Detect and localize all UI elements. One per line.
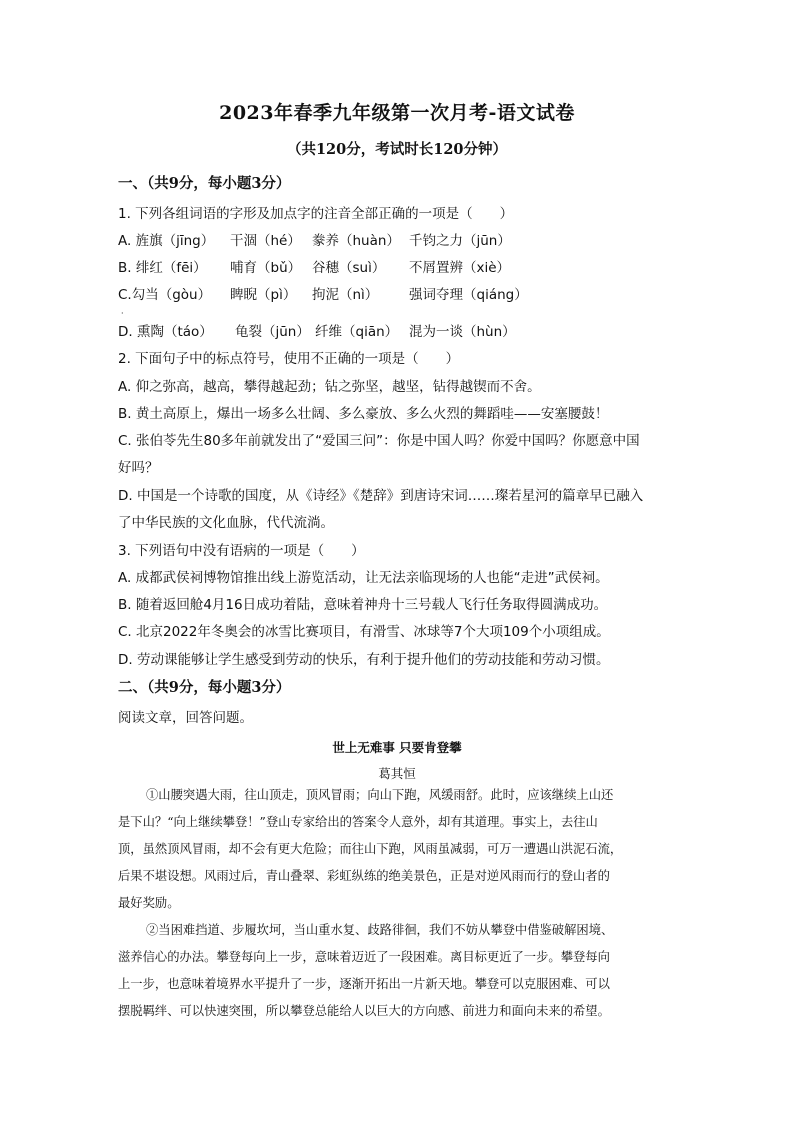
q1-a-word2: 干涸（hé） (230, 233, 301, 249)
q3-stem: 3. 下列语句中没有语病的一项是（ ） (118, 543, 365, 559)
p2-line: 上一步，也意味着境界水平提升了一步，逐渐开拓出一片新天地。攀登可以克服困难、可以 (118, 977, 610, 991)
p2-line: 滋养信心的办法。攀登每向上一步，意味着迈近了一段困难。离目标更近了一步。攀登每向 (118, 950, 610, 964)
q1-d-word3: 纤维（qiān） (315, 324, 399, 340)
q1-option-d (118, 320, 688, 340)
q1-b-word2: 哺育（bǔ） (230, 260, 302, 276)
q3-option-c: C. 北京2022年冬奥会的冰雪比赛项目，有滑雪、冰球等7个大项109个小项组成。 (118, 624, 610, 640)
exam-title: 2023年春季九年级第一次月考-语文试卷 (219, 102, 575, 124)
q1-b-word4: 不屑置辨（xiè） (409, 260, 511, 276)
passage-author: 葛其恒 (378, 766, 416, 781)
q1-c-word4: 强词夺理（qiáng） (409, 287, 528, 303)
q1-a-word1: A. 旌旗（jīng） (118, 233, 215, 249)
stray-dot-mark: · (121, 309, 124, 318)
q1-a-word3: 豢养（huàn） (312, 233, 400, 249)
q3-option-a: A. 成都武侯祠博物馆推出线上游览活动，让无法亲临现场的人也能“走进”武侯祠。 (118, 570, 609, 586)
q1-option-c (118, 283, 688, 303)
p1-line: 顶，虽然顶风冒雨，却不会有更大危险；而往山下跑，风雨虽减弱，可万一遭遇山洪泥石流， (118, 842, 623, 856)
p1-line: 后果不堪设想。风雨过后，青山叠翠、彩虹纵练的绝美景色，正是对逆风雨而行的登山者的 (118, 869, 610, 883)
q3-option-b: B. 随着返回舱4月16日成功着陆，意味着神舟十三号载人飞行任务取得圆满成功。 (118, 597, 608, 613)
passage-title: 世上无难事 只要肯登攀 (332, 740, 462, 755)
q1-c-word2: 睥睨（pì） (230, 287, 297, 303)
q1-d-word1: D. 熏陶（táo） (118, 324, 213, 340)
q2-option-c-line1: C. 张伯苓先生80多年前就发出了“爱国三问”：你是中国人吗？你爱中国吗？你愿意中国 (118, 433, 640, 449)
q1-b-word1: B. 绯红（fēi） (118, 260, 207, 276)
p1-line: 是下山？“向上继续攀登！”登山专家给出的答案令人意外，却有其道理。事实上，去往山 (118, 815, 598, 829)
q1-stem: 1. 下列各组词语的字形及加点字的注音全部正确的一项是（ ） (118, 206, 514, 222)
q1-c-word3: 拘泥（nì） (312, 287, 379, 303)
q1-c-word1: C.勾当（gòu） (118, 287, 212, 303)
passage-paragraph-2 (118, 917, 686, 1025)
section1-heading: 一、（共9分，每小题3分） (118, 175, 291, 192)
q1-option-b (118, 256, 688, 276)
q2-option-d-line2: 了中华民族的文化血脉，代代流淌。 (118, 515, 334, 531)
p1-line: ①山腰突遇大雨，往山顶走，顶风冒雨；向山下跑，风缓雨舒。此时，应该继续上山还 (146, 788, 614, 802)
q3-option-d: D. 劳动课能够让学生感受到劳动的快乐，有利于提升他们的劳动技能和劳动习惯。 (118, 652, 610, 668)
q2-option-b: B. 黄土高原上，爆出一场多么壮阔、多么豪放、多么火烈的舞蹈哇——安塞腰鼓！ (118, 406, 609, 422)
q1-d-word4: 混为一谈（hùn） (409, 324, 516, 340)
q2-stem: 2. 下面句子中的标点符号，使用不正确的一项是（ ） (118, 351, 460, 367)
q2-option-c-line2: 好吗？ (118, 460, 159, 476)
p1-line: 最好奖励。 (118, 896, 180, 910)
passage-paragraph-1 (118, 782, 686, 917)
p2-line: ②当困难挡道、步履坎坷，当山重水复、歧路徘徊，我们不妨从攀登中借鉴破解困境、 (146, 923, 614, 937)
p2-line: 摆脱羁绊、可以快速突围，所以攀登总能给人以巨大的方向感、前进力和面向未来的希望。 (118, 1004, 610, 1018)
q1-b-word3: 谷穗（suì） (312, 260, 386, 276)
section2-heading: 二、（共9分，每小题3分） (118, 679, 291, 696)
q1-a-word4: 千钧之力（jūn） (409, 233, 511, 249)
q2-option-d-line1: D. 中国是一个诗歌的国度，从《诗经》《楚辞》到唐诗宋词……璨若星河的篇章早已融入 (118, 488, 644, 504)
q1-option-a (118, 229, 688, 249)
q1-d-word2: 龟裂（jūn） (235, 324, 310, 340)
exam-subtitle: （共120分，考试时长120分钟） (286, 141, 508, 158)
reading-instruction: 阅读文章，回答问题。 (118, 710, 253, 726)
q2-option-a: A. 仰之弥高，越高，攀得越起劲；钻之弥坚，越坚，钻得越锲而不舍。 (118, 379, 541, 395)
